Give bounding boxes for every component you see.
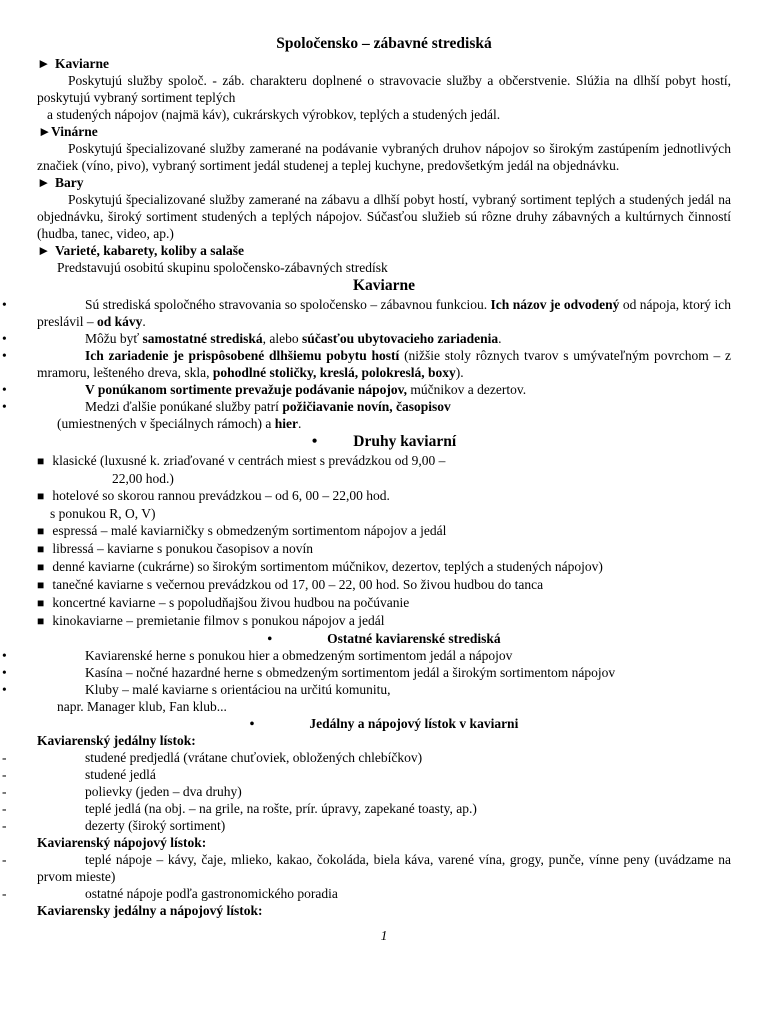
square-bullet-icon: ■: [37, 614, 45, 628]
list-item: • Kasína – nočné hazardné herne s obmedzeným sortimentom jedál a širokým sortimentom nápojov: [2, 665, 616, 680]
list-item: - studené jedlá: [2, 767, 156, 782]
list-item-continuation: napr. Manager klub, Fan klub...: [57, 699, 227, 714]
heading-druhy-kaviarni: • Druhy kaviarní: [311, 433, 457, 450]
section-heading-vinarne: ►Vinárne: [38, 124, 98, 139]
square-bullet-icon: ■: [37, 596, 45, 610]
list-item: ■ libressá – kaviarne s ponukou časopisov a novín: [37, 541, 313, 556]
arrow-icon: ►: [37, 243, 51, 258]
section-heading-variete: ► Varieté, kabarety, koliby a salaše: [37, 243, 245, 258]
arrow-icon: ►: [38, 124, 52, 139]
list-item-continuation: 22,00 hod.): [112, 471, 174, 486]
list-item-continuation: s ponukou R, O, V): [50, 506, 156, 521]
square-bullet-icon: ■: [37, 489, 45, 503]
paragraph-vinarne: Poskytujú špecializované služby zamerané na podávanie vybraných druhov nápojov so širokým zastúpením jednotlivých značiek (víno, pivo), vybraný sortiment jedál studenej a teplej kuchyne, predovšetkým jedál na objednávku.: [37, 141, 731, 173]
square-bullet-icon: ■: [37, 524, 45, 538]
section-heading-bary: ► Bary: [37, 175, 84, 190]
list-item: - polievky (jeden – dva druhy): [2, 784, 242, 799]
list-item: • Môžu byť samostatné strediská, alebo súčasťou ubytovacieho zariadenia.: [2, 331, 502, 346]
list-item: ■ hotelové so skorou rannou prevádzkou – od 6, 00 – 22,00 hod.: [37, 488, 390, 503]
page-title: Spoločensko – zábavné strediská: [276, 35, 492, 52]
list-item: - dezerty (široký sortiment): [2, 818, 226, 833]
paragraph-kaviarne: Poskytujú služby spoloč. - záb. charakteru doplnené o stravovacie služby a občerstvenie. Slúžia na dlhší pobyt hostí, poskytujú vybraný sortiment teplých: [37, 73, 731, 105]
subheading-jedalny-napojovy: Kaviarensky jedálny a nápojový lístok:: [37, 903, 263, 918]
list-item: - studené predjedlá (vrátane chuťoviek, obložených chlebíčkov): [2, 750, 423, 765]
subheading-jedalny: Kaviarenský jedálny lístok:: [37, 733, 196, 748]
arrow-icon: ►: [37, 175, 51, 190]
list-item-continuation: (umiestnených v špeciálnych rámoch) a hier.: [57, 416, 302, 431]
page-number: 1: [380, 928, 388, 943]
list-item: ■ denné kaviarne (cukrárne) so širokým sortimentom múčnikov, dezertov, teplých a studených nápojov): [37, 559, 603, 574]
square-bullet-icon: ■: [37, 578, 45, 592]
arrow-icon: ►: [37, 56, 51, 71]
bullet-icon: •: [249, 716, 255, 731]
subheading-napojovy: Kaviarenský nápojový lístok:: [37, 835, 207, 850]
list-item: ■ kinokaviarne – premietanie filmov s ponukou nápojov a jedál: [37, 613, 385, 628]
list-item: • Medzi ďalšie ponúkané služby patrí požičiavanie novín, časopisov: [2, 399, 451, 414]
paragraph-bary: Poskytujú špecializované služby zamerané na zábavu a dlhší pobyt hostí, vybraný sortiment teplých a studených jedál na objednávku, široký sortiment studených a teplých nápojov. Súčasťou služieb sú rôzne druhy zábavných a kultúrnych činností (hudba, tanec, video, ap.): [37, 192, 731, 241]
paragraph-kaviarne-2: a studených nápojov (najmä káv), cukrárskych výrobkov, teplých a studených jedál.: [47, 107, 501, 122]
list-item: ■ tanečné kaviarne s večernou prevádzkou od 17, 00 – 22, 00 hod. So živou hudbou do tanca: [37, 577, 544, 592]
list-item: ■ koncertné kaviarne – s popoludňajšou živou hudbou na počúvanie: [37, 595, 410, 610]
document-page: [2, 34, 731, 944]
section-heading-kaviarne: ► Kaviarne: [37, 56, 109, 71]
heading-listok: • Jedálny a nápojový lístok v kaviarni: [249, 716, 519, 731]
list-item: • Kluby – malé kaviarne s orientáciou na určitú komunitu,: [2, 682, 391, 697]
square-bullet-icon: ■: [37, 560, 45, 574]
paragraph-variete: Predstavujú osobitú skupinu spoločensko-zábavných stredísk: [57, 260, 388, 275]
square-bullet-icon: ■: [37, 454, 45, 468]
heading-ostatne: • Ostatné kaviarenské strediská: [267, 631, 501, 646]
heading-kaviarne: Kaviarne: [353, 277, 415, 294]
list-item: • Ich zariadenie je prispôsobené dlhšiemu pobytu hostí (nižšie stoly rôznych tvarov s umývateľným povrchom – z mramoru, lešteného dreva, skla, pohodlné stoličky, kreslá, polokreslá, boxy).: [2, 348, 731, 380]
list-item: - ostatné nápoje podľa gastronomického poradia: [2, 886, 338, 901]
list-item: ■ klasické (luxusné k. zriaďované v centrách miest s prevádzkou od 9,00 –: [37, 453, 446, 468]
list-item: ■ espressá – malé kaviarničky s obmedzeným sortimentom nápojov a jedál: [37, 523, 447, 538]
bullet-icon: •: [267, 631, 273, 646]
list-item: • Sú strediská spoločného stravovania so spoločensko – zábavnou funkciou. Ich názov je odvodený od nápoja, ktorý ich preslávil – od kávy.: [2, 297, 731, 329]
list-item: • V ponúkanom sortimente prevažuje podávanie nápojov, múčnikov a dezertov.: [2, 382, 527, 397]
bullet-icon: •: [311, 433, 318, 450]
list-item: - teplé jedlá (na obj. – na grile, na rošte, prír. úpravy, zapekané toasty, ap.): [2, 801, 477, 816]
square-bullet-icon: ■: [37, 542, 45, 556]
list-item: - teplé nápoje – kávy, čaje, mlieko, kakao, čokoláda, biela káva, varené vína, grogy, punče, vínne peny (uvádzame na prvom mieste): [2, 852, 731, 884]
list-item: • Kaviarenské herne s ponukou hier a obmedzeným sortimentom jedál a nápojov: [2, 648, 513, 663]
